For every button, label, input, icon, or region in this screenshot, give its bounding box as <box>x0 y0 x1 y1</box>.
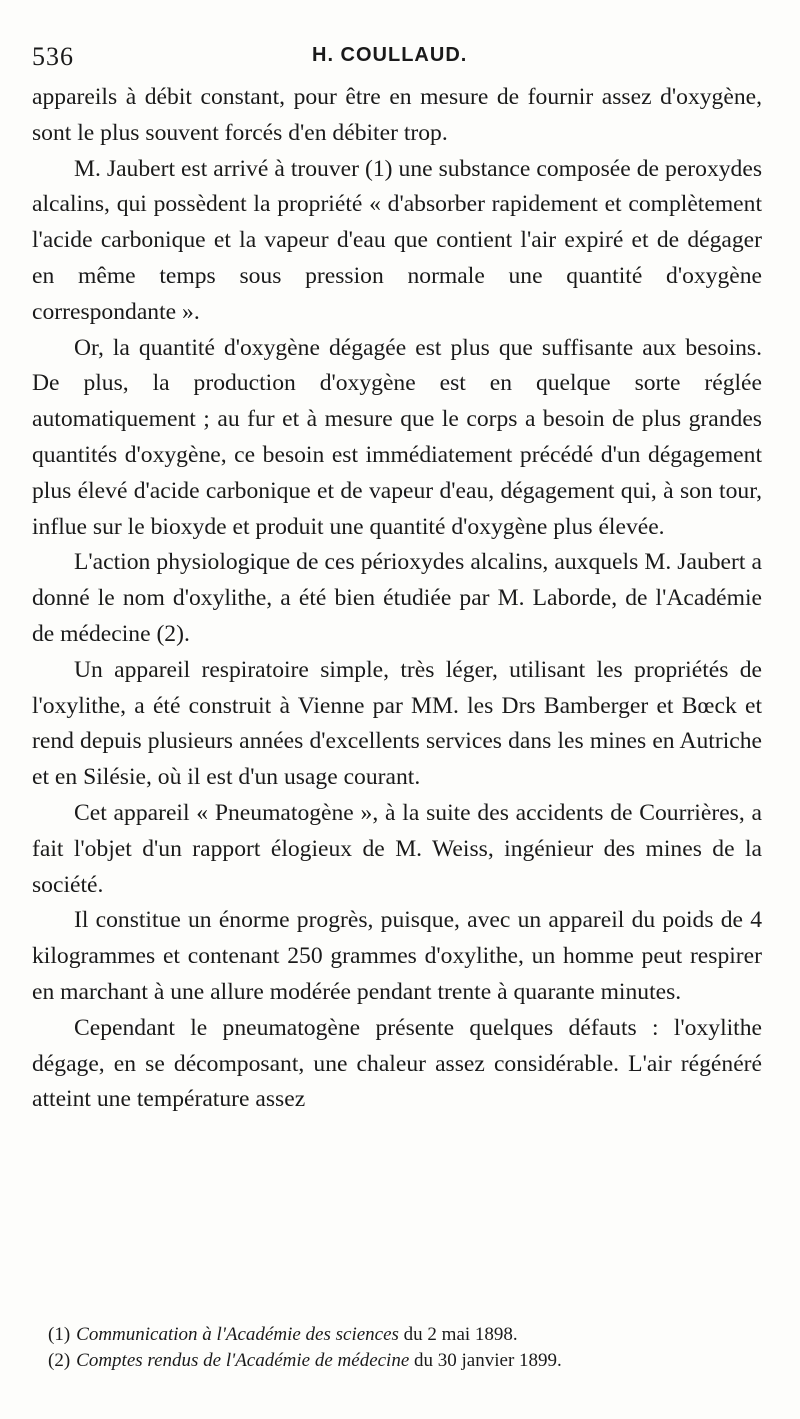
footnote <box>48 1322 768 1348</box>
paragraph: Cependant le pneumatogène présente quelques défauts : l'oxylithe dégage, en se décomposant, une chaleur assez considérable. L'air régénéré atteint une température assez <box>32 1014 762 1113</box>
paragraph: Un appareil respiratoire simple, très léger, utilisant les propriétés de l'oxylithe, a été construit à Vienne par MM. les Drs Bamberger et Bœck et rend depuis plusieurs années d'excellents services dans les mines en Autriche et en Silésie, où il est d'un usage courant. <box>32 656 762 791</box>
paragraph: Cet appareil « Pneumatogène », à la suite des accidents de Courrières, a fait l'objet d'un rapport élogieux de M. Weiss, ingénieur des mines de la société. <box>32 799 762 898</box>
footnote-source: Comptes rendus de l'Académie de médecine <box>76 1350 410 1371</box>
footnote-source: Communication à l'Académie des sciences <box>76 1324 399 1345</box>
footnote <box>48 1348 768 1374</box>
footnotes <box>48 1322 768 1374</box>
page-header <box>32 36 760 76</box>
running-head: H. COULLAUD. <box>312 44 468 66</box>
footnote-mark: (2) <box>48 1350 71 1371</box>
page-number: 536 <box>32 42 74 71</box>
paragraph: L'action physiologique de ces périoxydes alcalins, auxquels M. Jaubert a donné le nom d'oxylithe, a été bien étudiée par M. Laborde, de l'Académie de médecine (2). <box>32 549 762 647</box>
footnote-mark: (1) <box>48 1324 71 1345</box>
paragraph: M. Jaubert est arrivé à trouver (1) une substance composée de peroxydes alcalins, qui possèdent la propriété « d'absorber rapidement et complètement l'acide carbonique et la vapeur d'eau que contient l'air expiré et de dégager en même temps sous pression normale une quantité d'oxygène correspondante ». <box>32 155 762 325</box>
paragraph: Or, la quantité d'oxygène dégagée est plus que suffisante aux besoins. De plus, la production d'oxygène est en quelque sorte réglée automatiquement ; au fur et à mesure que le corps a besoin de plus grandes quantités d'oxygène, ce besoin est immédiatement précédé d'un dégagement plus élevé d'acide carbonique et de vapeur d'eau, dégagement qui, à son tour, influe sur le bioxyde et produit une quantité d'oxygène plus élevée. <box>32 334 762 540</box>
paragraph: Il constitue un énorme progrès, puisque, avec un appareil du poids de 4 kilogrammes et contenant 250 grammes d'oxylithe, un homme peut respirer en marchant à une allure modérée pendant trente à quarante minutes. <box>32 907 762 1005</box>
paragraph: appareils à débit constant, pour être en mesure de fournir assez d'oxygène, sont le plus souvent forcés d'en débiter trop. <box>32 84 762 146</box>
footnote-date: du 2 mai 1898. <box>398 1324 518 1345</box>
body-text <box>32 80 762 1118</box>
footnote-date: du 30 janvier 1899. <box>409 1350 562 1371</box>
